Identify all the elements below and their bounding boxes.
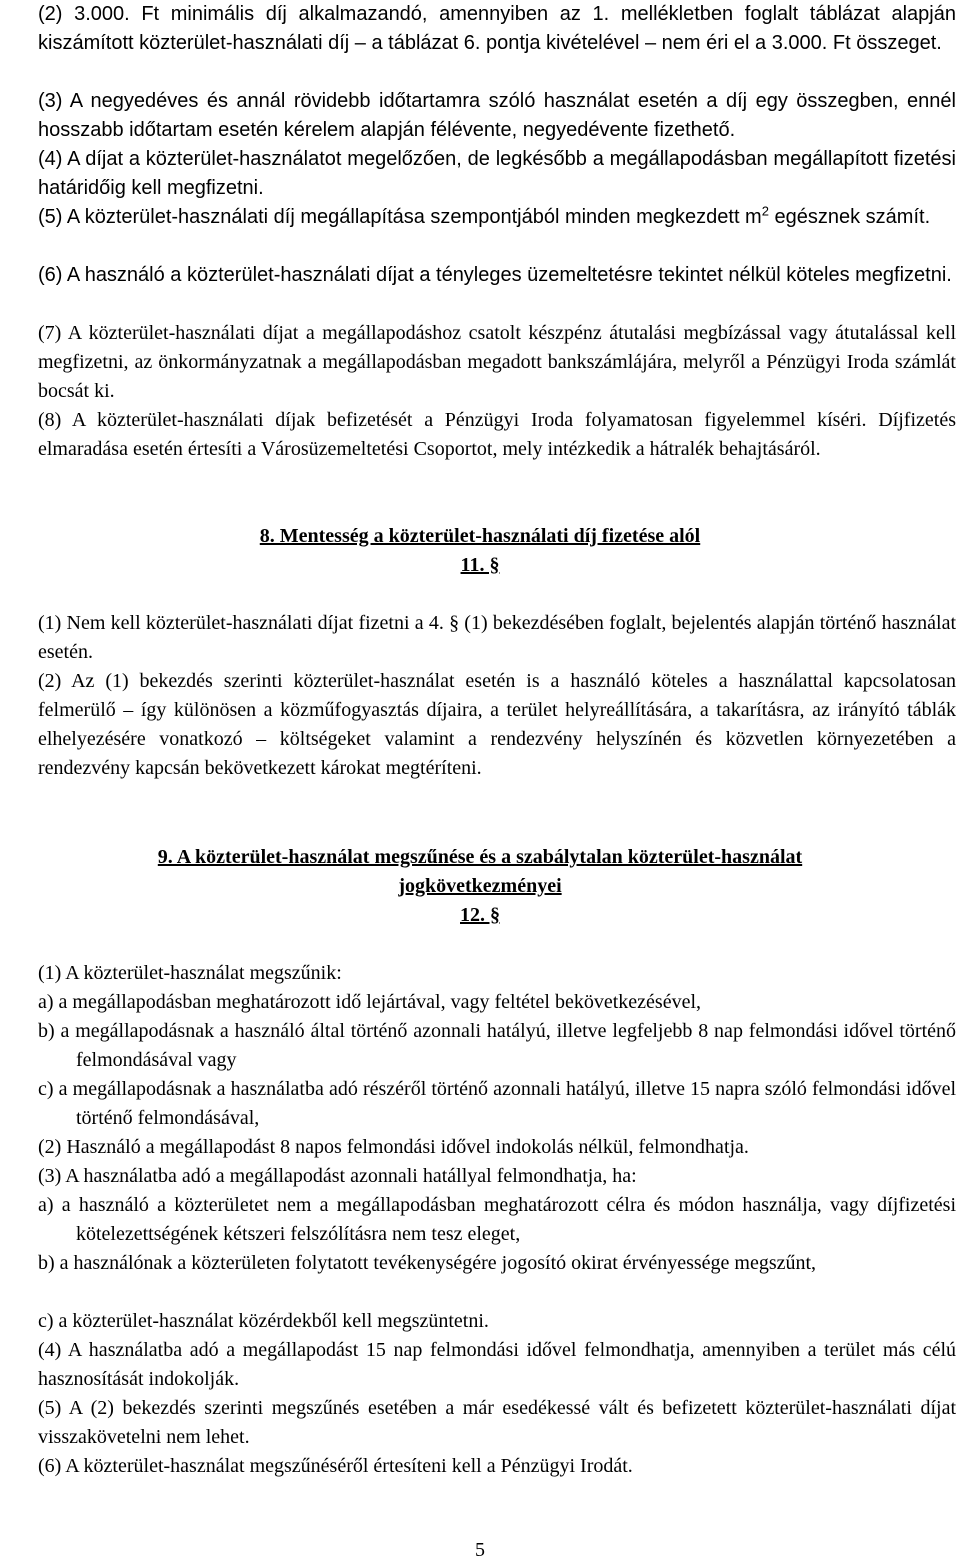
section-9-p1b: b) a megállapodásnak a használó által történő azonnali hatályú, illetve legfeljebb 8 nap felmondási idővel történő felmondásával vagy [38,1020,956,1071]
section-9-p5: (5) A (2) bekezdés szerinti megszűnés esetében a már esedékessé vált és befizetett közterület-használati díjat visszakövetelni nem lehet. [38,1397,956,1448]
section-9-title-line2: jogkövetkezményei [398,875,562,897]
paragraph-7: (7) A közterület-használati díjat a megállapodáshoz csatolt készpénz átutalási megbízással vagy átutalással kell megfizetni, az önkormányzatnak a megállapodásban megadott bankszámlájára, melyről a Pénzügyi Iroda számlát bocsát ki. [38,322,956,402]
section-8-p1: (1) Nem kell közterület-használati díjat fizetni a 4. § (1) bekezdésében foglalt, bejelentés alapján történő használat esetén. [38,612,956,663]
paragraph-2: (2) 3.000. Ft minimális díj alkalmazandó, amennyiben az 1. mellékletben foglalt táblázat alapján kiszámított közterület-használati díj – a táblázat 6. pontja kivételével – nem éri el a 3.000. Ft összeget. [38,3,956,54]
superscript: 2 [761,203,769,219]
section-9-p3: (3) A használatba adó a megállapodást azonnali hatállyal felmondhatja, ha: [38,1165,637,1187]
paragraph-3: (3) A negyedéves és annál rövidebb időtartamra szóló használat esetén a díj egy összegben, ennél hosszabb időtartam esetén kérelem alapján félévente, negyedévente fizethető. [38,90,956,141]
section-9-p6: (6) A közterület-használat megszűnéséről értesíteni kell a Pénzügyi Irodát. [38,1455,633,1477]
section-8-p2: (2) Az (1) bekezdés szerinti közterület-használat esetén is a használó köteles a használattal kapcsolatosan felmerülő – így különösen a közműfogyasztás díjaira, a terület helyreállítására, a takarításra, az irányító táblák elhelyezésére vonatkozó – költségeket valamint a rendezvény helyszínén és közvetlen környezetében a rendezvény kapcsán bekövetkezett károkat megtéríteni. [38,670,956,779]
section-9-paragraph-number: 12. § [460,904,500,926]
paragraph-4: (4) A díjat a közterület-használatot megelőzően, de legkésőbb a megállapodásban megállapított fizetési határidőig kell megfizetni. [38,148,956,199]
section-9-p3a: a) a használó a közterületet nem a megállapodásban meghatározott célra és módon használja, vagy díjfizetési kötelezettségének kétszeri felszólításra nem tesz eleget, [38,1194,956,1245]
section-9-p3c: c) a közterület-használat közérdekből kell megszüntetni. [38,1310,489,1332]
paragraph-5 [38,203,956,232]
paragraph-5-text: (5) A közterület-használati díj megállapítása szempontjából minden megkezdett m [38,206,762,228]
section-8-paragraph-number: 11. § [460,554,500,576]
paragraph-5-tail: egésznek számít. [768,206,931,228]
section-9-p1: (1) A közterület-használat megszűnik: [38,962,342,984]
section-9-p4: (4) A használatba adó a megállapodást 15 nap felmondási idővel felmondhatja, amennyiben a terület más célú hasznosítását indokolják. [38,1339,956,1390]
section-9-p3b: b) a használónak a közterületen folytatott tevékenységére jogosító okirat érvényessége megszűnt, [38,1252,817,1274]
paragraph-6: (6) A használó a közterület-használati díjat a tényleges üzemeltetésre tekintet nélkül köteles megfizetni. [38,264,952,286]
section-9-p2: (2) Használó a megállapodást 8 napos felmondási idővel indokolás nélkül, felmondhatja. [38,1136,749,1158]
section-9-p1c: c) a megállapodásnak a használatba adó részéről történő azonnali hatályú, illetve 15 napra szóló felmondási idővel történő felmondásával, [38,1078,956,1129]
page-number: 5 [475,1539,485,1561]
section-9-title-line1: 9. A közterület-használat megszűnése és a szabálytalan közterület-használat [157,846,803,868]
section-9-p1a: a) a megállapodásban meghatározott idő lejártával, vagy feltétel bekövetkezésével, [38,991,702,1013]
paragraph-8: (8) A közterület-használati díjak befizetését a Pénzügyi Iroda folyamatosan figyelemmel kíséri. Díjfizetés elmaradása esetén értesíti a Városüzemeltetési Csoportot, mely intézkedik a hátralék behajtásáról. [38,409,956,460]
section-8-title: 8. Mentesség a közterület-használati díj fizetése alól [259,525,701,547]
